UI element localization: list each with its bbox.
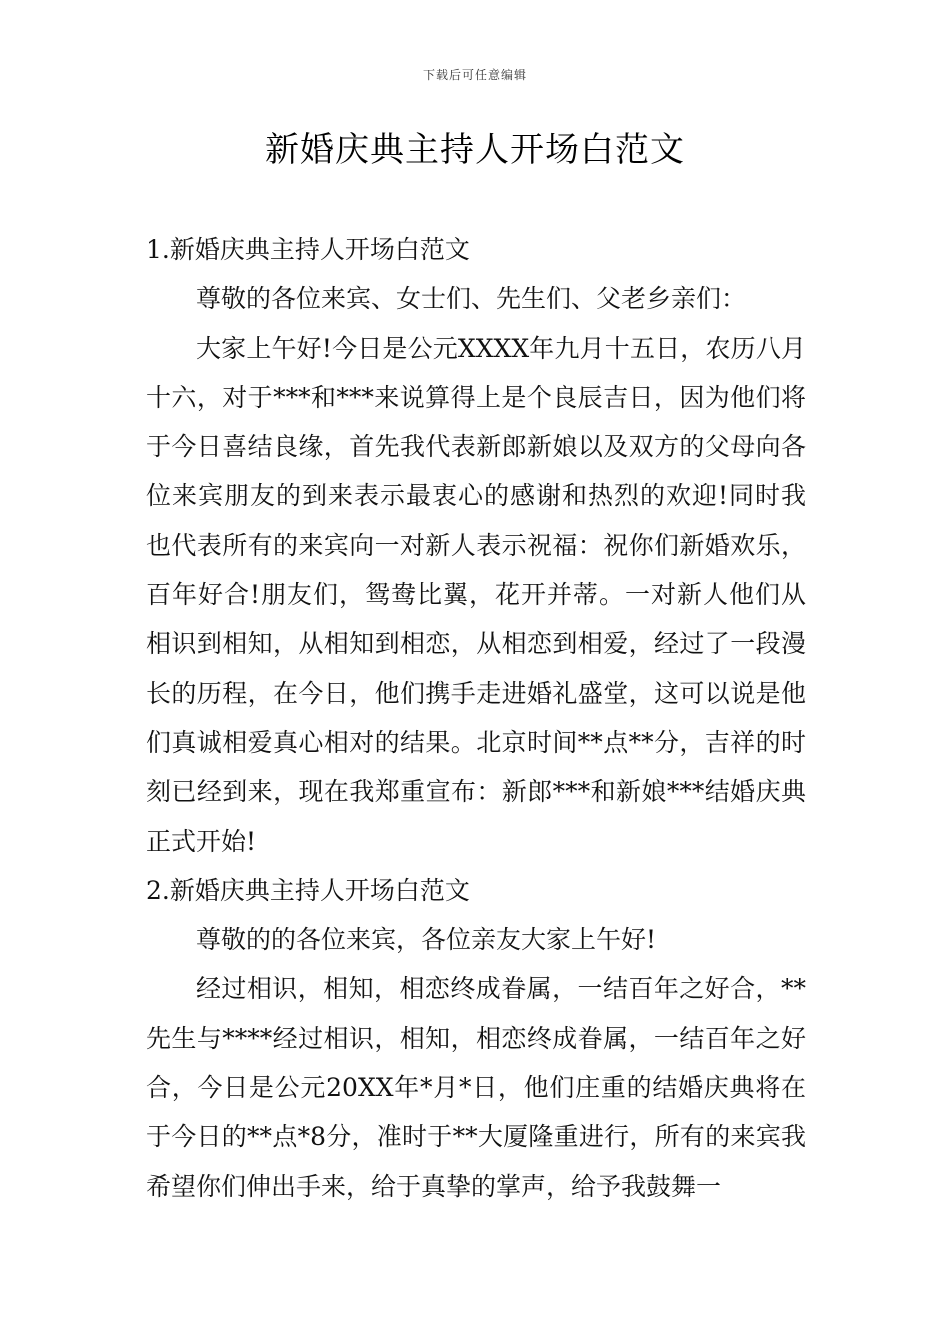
paragraph-greeting: 尊敬的各位来宾、女士们、先生们、父老乡亲们：: [196, 284, 747, 314]
paragraph-body: 经过相识，相知，相恋终成眷属，一结百年之好合，**先生与****经过相识，相知，相恋终成眷属，一结百年之好合，今日是公元20XX年*月*日，他们庄重的结婚庆典将在于今日的**点*8分，准时于**大厦隆重进行，所有的来宾我希望你们伸出手来，给于真挚的掌声，给予我鼓舞一: [146, 974, 806, 1201]
paragraph-greeting: 尊敬的的各位来宾，各位亲友大家上午好!: [196, 925, 657, 955]
header-note: 下载后可任意编辑: [422, 68, 527, 82]
paragraph-body: 大家上午好!今日是公元XXXX年九月十五日，农历八月十六，对于***和***来说算得上是个良辰吉日，因为他们将于今日喜结良缘，首先我代表新郎新娘以及双方的父母向各位来宾朋友的到来表示最衷心的感谢和热烈的欢迎!同时我也代表所有的来宾向一对新人表示祝福：祝你们新婚欢乐，百年好合!朋友们，鸳鸯比翼，花开并蒂。一对新人他们从相识到相知，从相知到相恋，从相恋到相爱，经过了一段漫长的历程，在今日，他们携手走进婚礼盛堂，这可以说是他们真诚相爱真心相对的结果。北京时间**点**分，吉祥的时刻已经到来，现在我郑重宣布：新郎***和新娘***结婚庆典正式开始!: [146, 333, 806, 856]
section-heading: 2.新婚庆典主持人开场白范文: [146, 875, 470, 905]
document-body: [146, 225, 806, 1211]
section-heading: 1.新婚庆典主持人开场白范文: [146, 235, 470, 264]
document-title: 新婚庆典主持人开场白范文: [265, 130, 685, 170]
